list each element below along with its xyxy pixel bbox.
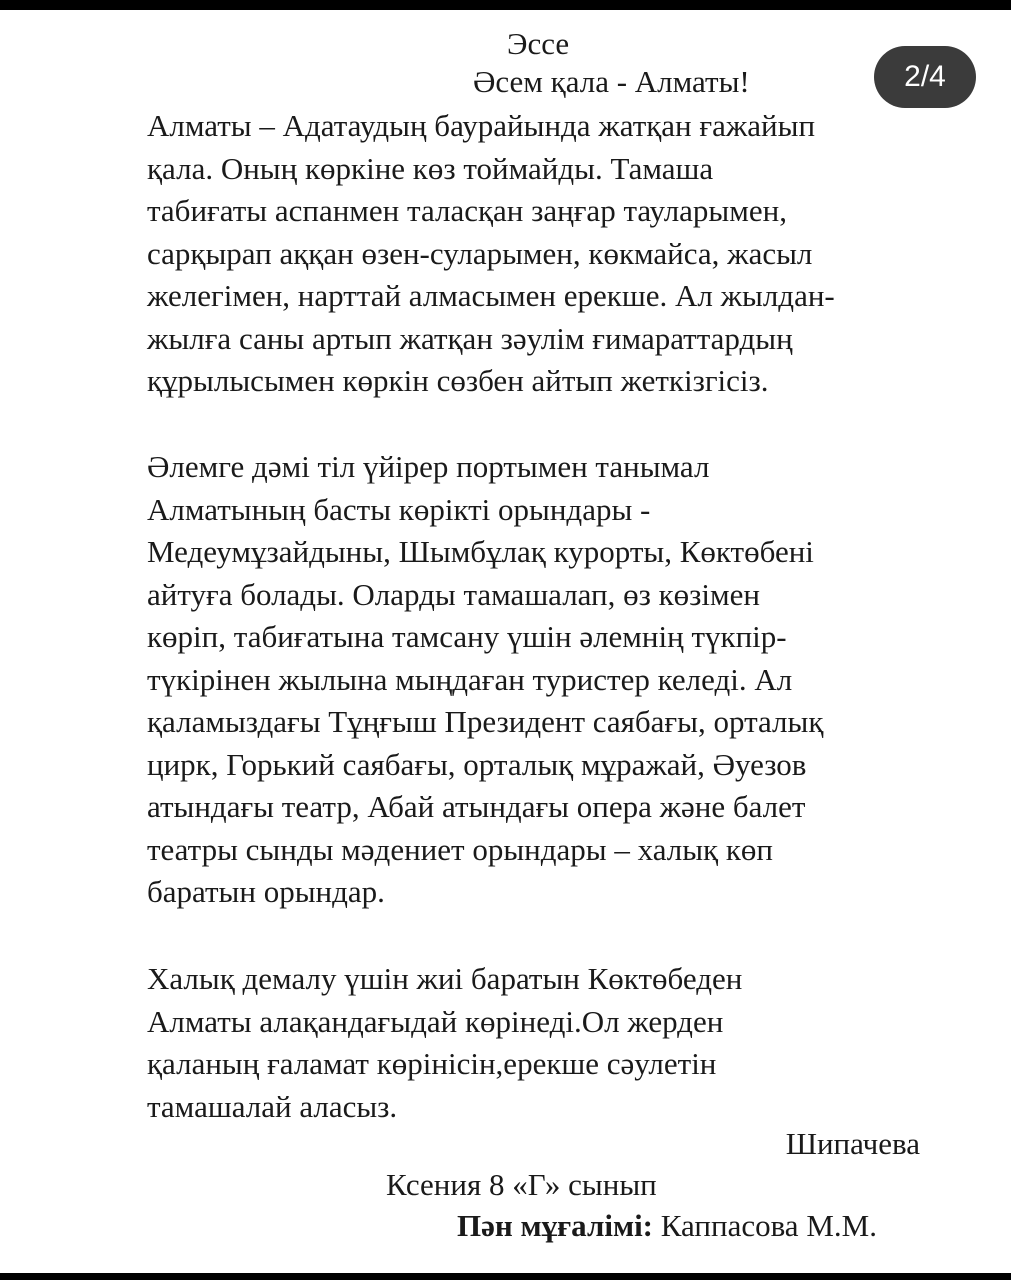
- teacher-name: Каппасова М.М.: [660, 1208, 877, 1243]
- paragraph-line: баратын орындар.: [147, 874, 385, 909]
- paragraph-line: театры сынды мәдениет орындары – халық көп: [147, 831, 773, 867]
- paragraph-line: қала. Оның көркіне көз тоймайды. Тамаша: [147, 150, 714, 186]
- paragraph-line: цирк, Горький саябағы, орталық мұражай, Әуезов: [147, 746, 807, 782]
- author-surname: Шипачева: [785, 1126, 920, 1161]
- paragraph-line: жылға саны артып жатқан зәулім ғимараттардың: [147, 320, 793, 356]
- paragraph-line: атындағы театр, Абай атындағы опера және балет: [147, 789, 806, 824]
- essay-subtitle: Әсем қала - Алматы!: [473, 64, 750, 99]
- paragraph-line: желегімен, нарттай алмасымен ерекше. Ал жылдан-: [147, 278, 835, 313]
- paragraph-line: көріп, табиғатына тамсану үшін әлемнің түкпір-: [147, 619, 787, 654]
- page-indicator-badge: 2/4: [874, 46, 976, 108]
- author-name-class: Ксения 8 «Г» сынып: [386, 1167, 657, 1202]
- paragraph-line: тамашалай аласыз.: [147, 1088, 398, 1124]
- paragraph-line: Алматының басты көрікті орындары -: [147, 491, 651, 527]
- paragraph-line: Халық демалу үшін жиі баратын Көктөбеден: [147, 961, 743, 996]
- paragraph-line: айтуға болады. Оларды тамашалап, өз көзімен: [147, 576, 761, 612]
- paragraph-line: Алматы – Адатаудың баурайында жатқан ғажайып: [147, 108, 816, 143]
- paragraph-3: [147, 958, 742, 1128]
- paragraph-line: Алматы алақандағыдай көрінеді.Ол жерден: [147, 1003, 724, 1039]
- paragraph-line: түкірінен жылына мыңдаған туристер келеді. Ал: [147, 661, 793, 697]
- teacher-line: [457, 1206, 877, 1246]
- paragraph-line: қаланың ғаламат көрінісін,ерекше сәулетін: [147, 1046, 717, 1081]
- paragraph-line: құрылысымен көркін сөзбен айтып жеткізгісіз.: [147, 363, 769, 398]
- teacher-label: Пән мұғалімі:: [457, 1208, 654, 1243]
- paragraph-line: қаламыздағы Тұңғыш Президент саябағы, орталық: [147, 704, 824, 739]
- paragraph-line: Медеумұзайдыны, Шымбұлақ курорты, Көктөбені: [147, 534, 814, 569]
- paragraph-line: сарқырап аққан өзен-суларымен, көкмайса, жасыл: [147, 235, 813, 271]
- paragraph-2: [147, 446, 823, 914]
- document-page: [0, 10, 1011, 1273]
- paragraph-line: табиғаты аспанмен таласқан заңғар тауларымен,: [147, 193, 787, 228]
- essay-title: Эссе: [507, 26, 570, 61]
- paragraph-1: [147, 105, 835, 403]
- paragraph-line: Әлемге дәмі тіл үйірер портымен танымал: [147, 449, 710, 484]
